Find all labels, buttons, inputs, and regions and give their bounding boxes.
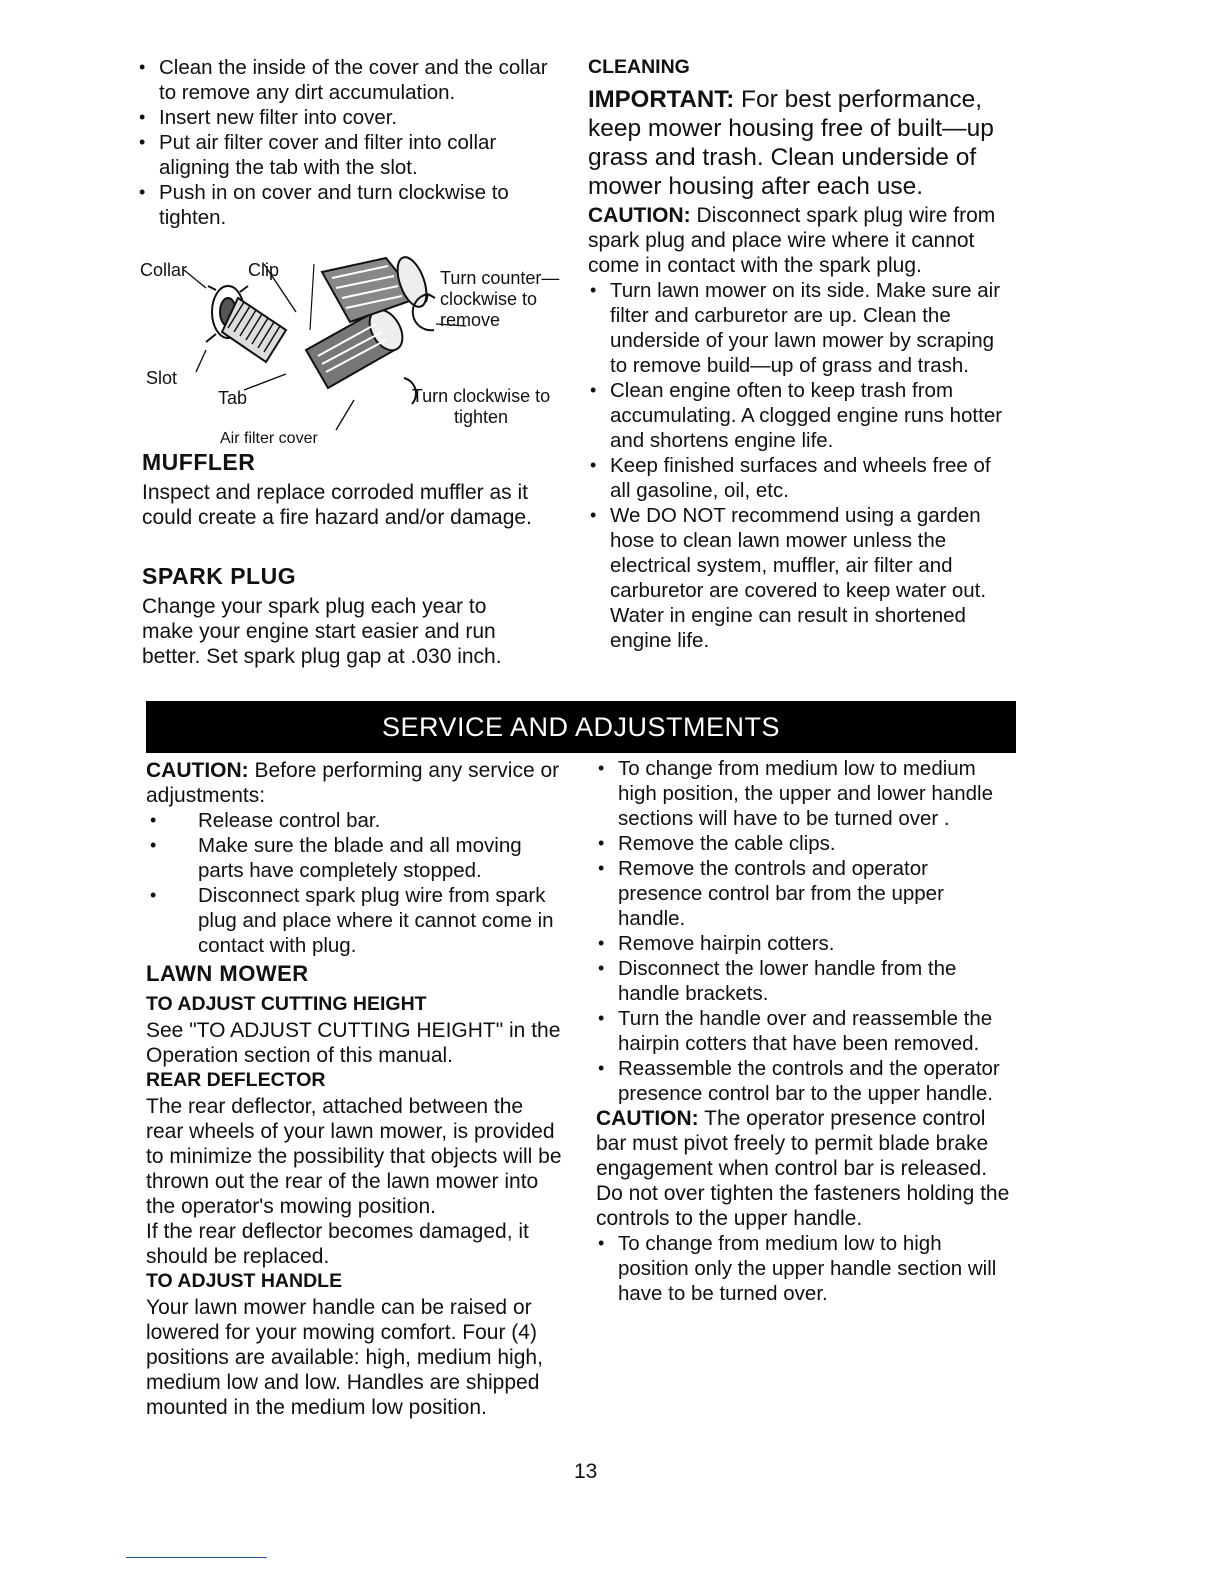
handle-caution	[596, 1106, 1016, 1231]
service-caution-steps	[146, 808, 566, 958]
list-item: • Clean engine often to keep trash from accumulating. A clogged engine runs hotter and shortens engine life.	[588, 378, 1008, 453]
service-left-column	[146, 758, 566, 1420]
important-note	[588, 85, 1008, 201]
muffler-text: Inspect and replace corroded muffler as it could create a fire hazard and/or damage.	[142, 481, 532, 529]
list-item: • Disconnect the lower handle from the handle brackets.	[596, 956, 1016, 1006]
cutting-height-heading: TO ADJUST CUTTING HEIGHT	[146, 993, 427, 1015]
list-item: • Disconnect spark plug wire from spark plug and place where it cannot come in contact with plug.	[146, 883, 566, 958]
page-number: 13	[574, 1460, 598, 1483]
caution-text: Before performing any service or adjustments:	[146, 759, 560, 807]
rear-deflector-text: The rear deflector, attached between the rear wheels of your lawn mower, is provided to minimize the possibility that objects will be thrown out the rear of the lawn mower into the operator's mowing position.	[146, 1095, 562, 1218]
air-filter-steps	[137, 55, 557, 230]
caution-note	[588, 203, 1008, 278]
label-tab: Tab	[218, 388, 248, 408]
list-item: • Make sure the blade and all moving parts have completely stopped.	[146, 833, 566, 883]
label-slot: Slot	[146, 368, 178, 388]
list-item: • Clean the inside of the cover and the collar to remove any dirt accumulation.	[137, 55, 557, 105]
list-item: • Turn lawn mower on its side. Make sure air filter and carburetor are up. Clean the underside of your lawn mower by scraping to remove build—up of grass and trash.	[588, 278, 1008, 378]
spark-plug-heading: SPARK PLUG	[142, 563, 297, 589]
top-left-column	[137, 55, 557, 230]
list-item: • Remove the controls and operator presence control bar from the upper handle.	[596, 856, 1016, 931]
muffler-section	[142, 448, 562, 530]
list-item: • Keep finished surfaces and wheels free of all gasoline, oil, etc.	[588, 453, 1008, 503]
list-item: • Put air filter cover and filter into collar aligning the tab with the slot.	[137, 130, 557, 180]
list-item: • Turn the handle over and reassemble the hairpin cotters that have been removed.	[596, 1006, 1016, 1056]
air-filter-figure	[136, 250, 566, 450]
service-caution	[146, 758, 566, 808]
important-text: For best performance, keep mower housing free of built—up grass and trash. Clean underside of mower housing after each use.	[588, 86, 994, 200]
lawn-mower-heading: LAWN MOWER	[146, 961, 309, 986]
list-item: • We DO NOT recommend using a garden hose to clean lawn mower unless the electrical system, muffler, air filter and carburetor are covered to keep water out. Water in engine can result in shortened engine life.	[588, 503, 1008, 653]
caution-label: CAUTION:	[588, 204, 691, 227]
adjust-handle-heading: TO ADJUST HANDLE	[146, 1270, 343, 1292]
label-clip: Clip	[248, 260, 280, 280]
handle-steps	[596, 756, 1016, 1106]
rear-deflector-heading: REAR DEFLECTOR	[146, 1069, 326, 1091]
cleaning-section	[588, 55, 1008, 653]
list-item: • Insert new filter into cover.	[137, 105, 557, 130]
cutting-height-text: See "TO ADJUST CUTTING HEIGHT" in the Operation section of this manual.	[146, 1019, 561, 1067]
spark-plug-text: Change your spark plug each year to make your engine start easier and run better. Set spark plug gap at .030 inch.	[142, 595, 502, 668]
muffler-heading: MUFFLER	[142, 449, 256, 475]
rear-deflector-text-2: If the rear deflector becomes damaged, it should be replaced.	[146, 1220, 529, 1268]
list-item: • Remove the cable clips.	[596, 831, 1016, 856]
list-item: • Remove hairpin cotters.	[596, 931, 1016, 956]
caution-text: The operator presence control bar must pivot freely to permit blade brake engagement when control bar is released. Do not over tighten the fasteners holding the controls to the upper handle.	[596, 1107, 1010, 1230]
cleaning-steps	[588, 278, 1008, 653]
list-item: • Release control bar.	[146, 808, 566, 833]
list-item: • To change from medium low to medium high position, the upper and lower handle sections will have to be turned over .	[596, 756, 1016, 831]
label-air-filter-cover: Air filter cover	[220, 430, 318, 447]
service-right-column	[596, 756, 1016, 1306]
list-item: • Push in on cover and turn clockwise to tighten.	[137, 180, 557, 230]
adjust-handle-text: Your lawn mower handle can be raised or lowered for your mowing comfort. Four (4) positions are available: high, medium high, medium low and low. Handles are shipped mounted in the medium low position.	[146, 1296, 543, 1419]
label-collar: Collar	[140, 260, 188, 280]
caution-label: CAUTION:	[596, 1107, 699, 1130]
list-item: • Reassemble the controls and the operator presence control bar to the upper handle.	[596, 1056, 1016, 1106]
label-turn-counter: Turn counter— clockwise to remove	[440, 268, 560, 330]
list-item: • To change from medium low to high position only the upper handle section will have to be turned over.	[596, 1231, 1016, 1306]
handle-final-step	[596, 1231, 1016, 1306]
cleaning-heading: CLEANING	[588, 56, 690, 78]
section-banner: SERVICE AND ADJUSTMENTS	[146, 701, 1016, 753]
footer-divider	[126, 1557, 267, 1558]
spark-plug-section	[142, 562, 562, 669]
caution-text: Disconnect spark plug wire from spark plug and place wire where it cannot come in contact with the spark plug.	[588, 204, 996, 277]
caution-label: CAUTION:	[146, 759, 249, 782]
important-label: IMPORTANT:	[588, 86, 735, 113]
label-turn-clockwise: Turn clockwise to tighten	[411, 386, 551, 427]
